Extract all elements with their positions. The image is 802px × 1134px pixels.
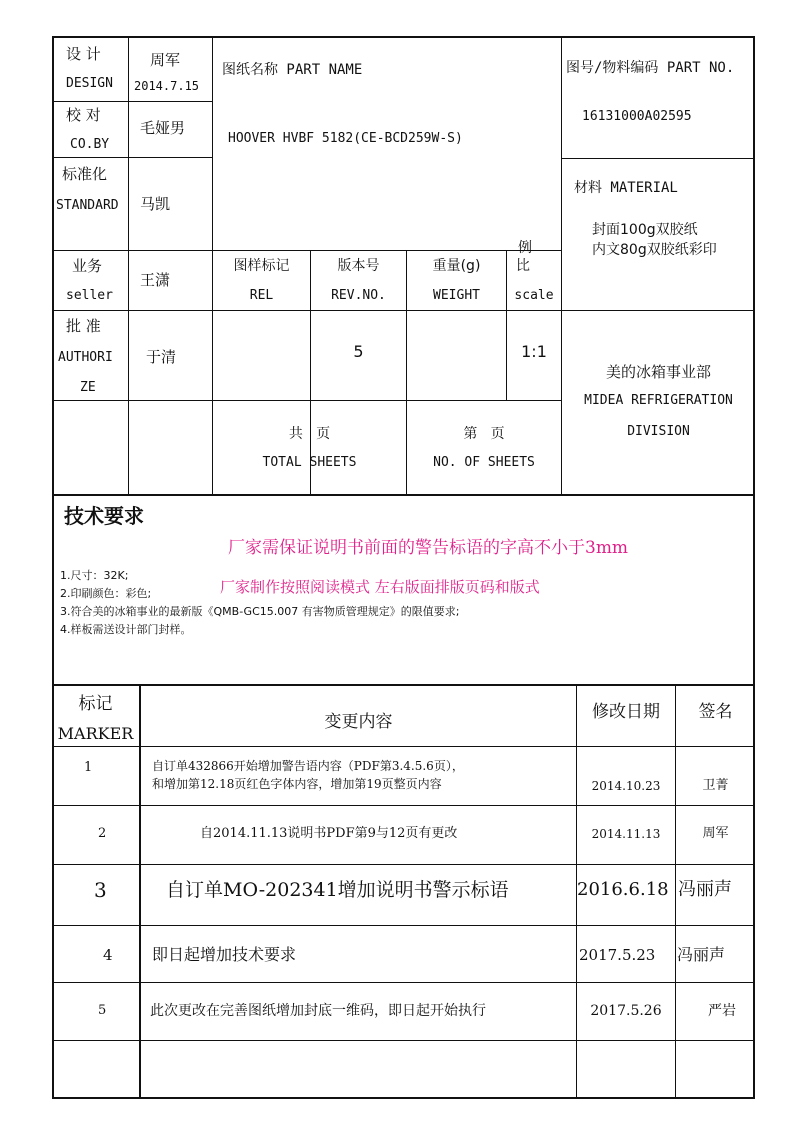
total-sheets-label-en: TOTAL SHEETS <box>262 455 357 470</box>
change-content-header: 变更内容 <box>324 712 393 732</box>
row-content: 即日起增加技术要求 <box>152 945 297 964</box>
rev-label-cn: 版本号 <box>337 258 380 274</box>
row-content: 自订单MO-202341增加说明书警示标语 <box>166 879 509 901</box>
scale-label-cn-1: 例 <box>518 240 532 256</box>
seller-label-cn: 业务 <box>72 257 103 275</box>
grid-line <box>52 1040 755 1041</box>
change-date-header: 修改日期 <box>592 702 660 722</box>
grid-line <box>52 982 755 983</box>
design-label-en: DESIGN <box>66 76 113 91</box>
grid-line <box>52 157 212 158</box>
approve-label-en-1: AUTHORI <box>58 350 113 365</box>
check-label-en: CO.BY <box>70 137 110 152</box>
grid-line <box>561 310 755 311</box>
row-signature: 周军 <box>702 826 729 841</box>
standard-label-en: STANDARD <box>56 198 119 213</box>
grid-line <box>52 101 212 102</box>
grid-line <box>52 805 755 806</box>
tech-item-size: 1.尺寸：32K; <box>60 569 129 582</box>
grid-line <box>139 686 141 1099</box>
grid-line <box>52 925 755 926</box>
approve-label-cn: 批 准 <box>66 317 101 335</box>
standard-name: 马凯 <box>140 195 171 213</box>
standard-label-cn: 标准化 <box>62 165 108 183</box>
part-no-label: 图号/物料编码 PART NO. <box>566 60 735 76</box>
check-label-cn: 校 对 <box>66 106 101 124</box>
company-name-en-2: DIVISION <box>627 424 690 439</box>
row-signature: 严岩 <box>708 1003 736 1019</box>
row-date: 2014.10.23 <box>591 779 661 793</box>
sheet-number-label-cn: 第 页 <box>463 426 505 442</box>
row-content-line-2: 和增加第12.18页红色字体内容，增加第19页整页内容 <box>152 777 442 791</box>
scale-value: 1:1 <box>521 342 547 361</box>
tech-item-sample: 4.样板需送设计部门封样。 <box>60 623 192 636</box>
rel-label-cn: 图样标记 <box>233 258 290 274</box>
material-line-1: 封面100g双胶纸 <box>592 222 698 238</box>
rev-label-en: REV.NO. <box>331 288 386 303</box>
design-date: 2014.7.15 <box>134 79 200 93</box>
rel-label-en: REL <box>249 288 274 303</box>
marker-header-en: MARKER <box>57 724 134 743</box>
weight-label-en: WEIGHT <box>433 288 480 303</box>
grid-line <box>128 36 129 494</box>
approve-label-en-2: ZE <box>80 380 96 395</box>
scale-label-cn-2: 比 <box>516 258 530 274</box>
layout-mode-note: 厂家制作按照阅读模式 左右版面排版页码和版式 <box>220 578 540 596</box>
row-marker: 4 <box>103 946 113 964</box>
section-divider <box>52 494 755 496</box>
part-name-value: HOOVER HVBF 5182(CE-BCD259W-S) <box>228 131 463 146</box>
revision-number: 5 <box>353 342 364 361</box>
design-label-cn: 设 计 <box>66 45 101 63</box>
signature-header: 签名 <box>698 702 733 722</box>
material-label: 材料 MATERIAL <box>574 180 678 196</box>
company-name-cn: 美的冰箱事业部 <box>605 363 711 381</box>
grid-line <box>52 400 561 401</box>
approver-name: 于清 <box>146 348 177 366</box>
row-date: 2014.11.13 <box>591 827 661 841</box>
material-line-2: 内文80g双胶纸彩印 <box>592 242 717 258</box>
row-marker: 2 <box>98 826 107 841</box>
designer-name: 周军 <box>150 51 181 69</box>
checker-name: 毛娅男 <box>140 119 186 137</box>
seller-label-en: seller <box>66 288 113 303</box>
total-sheets-label-cn: 共 页 <box>288 426 331 442</box>
grid-line <box>506 250 507 400</box>
grid-line <box>52 864 755 865</box>
row-content-line-1: 自订单432866开始增加警告语内容（PDF第3.4.5.6页）， <box>152 759 464 773</box>
company-name-en-1: MIDEA REFRIGERATION <box>584 393 733 408</box>
row-signature: 冯丽声 <box>678 879 732 900</box>
grid-line <box>675 686 676 1099</box>
tech-requirements-heading: 技术要求 <box>64 504 144 528</box>
scale-label-en: scale <box>514 288 554 303</box>
seller-name: 王潇 <box>140 271 171 289</box>
row-signature: 卫菁 <box>702 778 729 793</box>
tech-item-regulation: 3.符合美的冰箱事业的最新版《QMB-GC15.007 有害物质管理规定》的限值要求; <box>60 605 460 618</box>
row-date: 2017.5.23 <box>579 946 656 964</box>
row-date: 2016.6.18 <box>577 879 669 900</box>
row-marker: 3 <box>94 878 107 902</box>
marker-header-cn: 标记 <box>78 694 113 714</box>
weight-label-cn: 重量(g) <box>432 258 481 274</box>
sheet-number-label-en: NO. OF SHEETS <box>433 455 535 470</box>
grid-line <box>52 310 561 311</box>
grid-line <box>52 250 561 251</box>
tech-item-color: 2.印刷颜色：彩色; <box>60 587 152 600</box>
grid-line <box>561 158 755 159</box>
row-marker: 1 <box>84 760 93 775</box>
warning-font-height-note: 厂家需保证说明书前面的警告标语的字高不小于3mm <box>228 538 629 558</box>
grid-line <box>52 746 755 747</box>
row-marker: 5 <box>98 1003 107 1018</box>
row-content: 此次更改在完善图纸增加封底一维码，即日起开始执行 <box>150 1003 486 1019</box>
part-no-value: 16131000A02595 <box>582 109 692 124</box>
part-name-label: 图纸名称 PART NAME <box>222 62 363 78</box>
section-divider <box>52 684 755 686</box>
row-signature: 冯丽声 <box>677 945 726 964</box>
row-date: 2017.5.26 <box>590 1003 662 1019</box>
row-content: 自2014.11.13说明书PDF第9与12页有更改 <box>200 826 458 841</box>
